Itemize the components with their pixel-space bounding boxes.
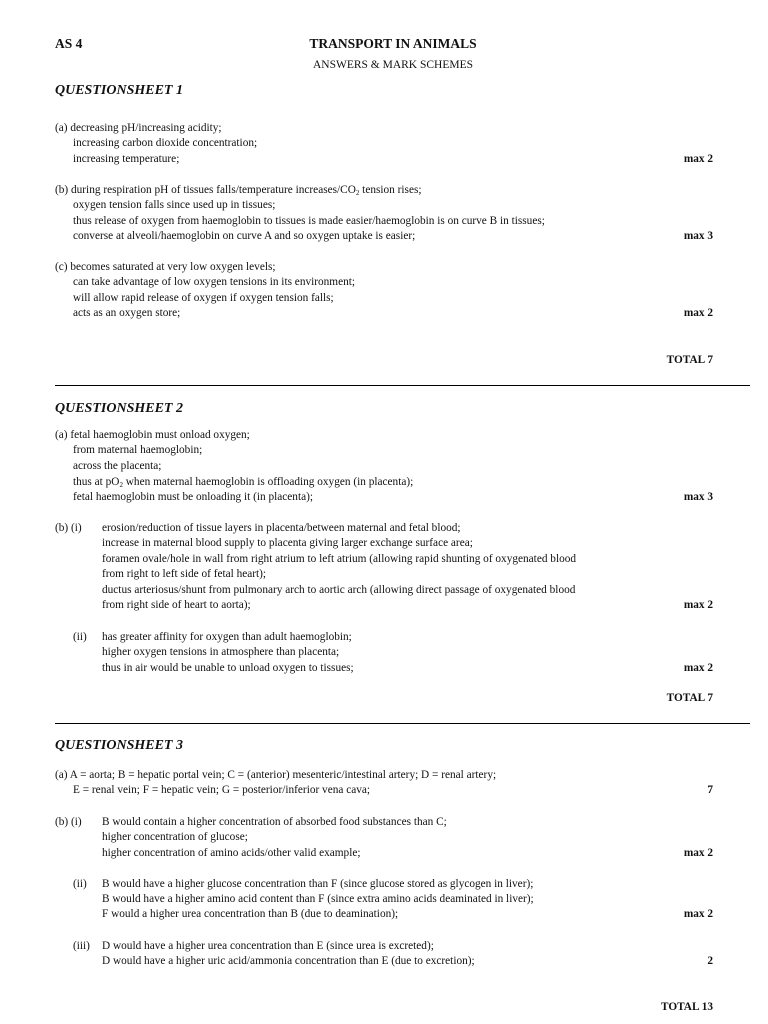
qs3-b-label: (b) (i) [55, 816, 82, 828]
questionsheet-2-title: QUESTIONSHEET 2 [55, 401, 183, 416]
qs2-b-line-1: erosion/reduction of tissue layers in placenta/between maternal and fetal blood; [102, 522, 461, 534]
qs1-b-line-2: oxygen tension falls since used up in tissues; [73, 199, 276, 211]
qs2-a-mark: max 3 [683, 491, 713, 503]
qs3-b-line-2: higher concentration of glucose; [102, 831, 248, 843]
qs2-a-line-1: (a) fetal haemoglobin must onload oxygen; [55, 429, 250, 441]
qs3-a-line-1: (a) A = aorta; B = hepatic portal vein; C = (anterior) mesenteric/intestinal artery; D = renal artery; [55, 769, 497, 781]
qs2-a-line-2: from maternal haemoglobin; [73, 444, 203, 456]
qs3-b-line-3: higher concentration of amino acids/other valid example; [102, 847, 361, 859]
section-divider [55, 385, 750, 386]
qs3-biii-mark: 2 [707, 955, 713, 967]
qs1-total: TOTAL 7 [666, 354, 713, 366]
qs2-bii-line-3: thus in air would be unable to unload oxygen to tissues; [102, 662, 354, 674]
document-code: AS 4 [55, 36, 83, 51]
qs3-bii-line-2: B would have a higher amino acid content than F (since extra amino acids deaminated in liver); [102, 893, 534, 905]
qs2-b-line-6: from right side of heart to aorta); [102, 599, 251, 611]
qs1-a-line-1: (a) decreasing pH/increasing acidity; [55, 122, 222, 134]
section-divider [55, 723, 750, 724]
qs2-a-line-4: thus at $pO_2$ when maternal haemoglobin is offloading oxygen (in placenta); [73, 476, 414, 489]
qs2-a-line-5: fetal haemoglobin must be onloading it (in placenta); [73, 491, 313, 503]
document-subtitle: ANSWERS & MARK SCHEMES [312, 59, 474, 71]
qs1-a-line-3: increasing temperature; [73, 153, 180, 165]
questionsheet-3-title: QUESTIONSHEET 3 [55, 738, 183, 753]
qs2-bii-line-1: has greater affinity for oxygen than adult haemoglobin; [102, 631, 352, 643]
questionsheet-1-title: QUESTIONSHEET 1 [55, 83, 183, 98]
qs3-b-mark: max 2 [683, 847, 713, 859]
qs3-biii-line-2: D would have a higher uric acid/ammonia concentration than E (due to excretion); [102, 955, 475, 967]
qs2-bii-mark: max 2 [683, 662, 713, 674]
qs1-a-mark: max 2 [683, 153, 713, 165]
qs1-a-line-2: increasing carbon dioxide concentration; [73, 137, 258, 149]
qs3-bii-line-3: F would a higher urea concentration than B (due to deamination); [102, 908, 399, 920]
qs3-total: TOTAL 13 [660, 1001, 713, 1013]
qs1-b-line-1: (b) during respiration pH of tissues falls/temperature increases/$CO_2$ tension rises; [55, 184, 422, 197]
qs2-bii-label: (ii) [73, 631, 87, 643]
qs3-biii-label: (iii) [73, 940, 90, 952]
qs3-b-line-1: B would contain a higher concentration of absorbed food substances than C; [102, 816, 447, 828]
qs3-bii-line-1: B would have a higher glucose concentration than F (since glucose stored as glycogen in liver); [102, 878, 534, 890]
qs3-bii-mark: max 2 [683, 908, 713, 920]
qs2-a-line-3: across the placenta; [73, 460, 162, 472]
qs2-b-line-5: ductus arteriosus/shunt from pulmonary arch to aortic arch (allowing direct passage of oxygenated blood [102, 584, 576, 596]
qs1-c-line-3: will allow rapid release of oxygen if oxygen tension falls; [73, 292, 334, 304]
qs3-a-line-2: E = renal vein; F = hepatic vein; G = posterior/inferior vena cava; [73, 784, 371, 796]
document-title: TRANSPORT IN ANIMALS [309, 36, 477, 51]
qs2-b-line-3: foramen ovale/hole in wall from right atrium to left atrium (allowing rapid shunting of oxygenated blood [102, 553, 577, 565]
qs1-c-line-4: acts as an oxygen store; [73, 307, 181, 319]
qs3-a-mark: 7 [707, 784, 713, 796]
qs2-b-mark: max 2 [683, 599, 713, 611]
qs1-c-line-1: (c) becomes saturated at very low oxygen levels; [55, 261, 276, 273]
qs2-b-line-4: from right to left side of fetal heart); [102, 568, 267, 580]
qs3-biii-line-1: D would have a higher urea concentration than E (since urea is excreted); [102, 940, 434, 952]
qs1-b-mark: max 3 [683, 230, 713, 242]
qs1-c-mark: max 2 [683, 307, 713, 319]
qs2-total: TOTAL 7 [666, 692, 713, 704]
qs3-bii-label: (ii) [73, 878, 87, 890]
qs1-b-line-4: converse at alveoli/haemoglobin on curve A and so oxygen uptake is easier; [73, 230, 416, 242]
qs1-c-line-2: can take advantage of low oxygen tensions in its environment; [73, 276, 356, 288]
qs2-bii-line-2: higher oxygen tensions in atmosphere than placenta; [102, 646, 340, 658]
qs2-b-line-2: increase in maternal blood supply to placenta giving larger exchange surface area; [102, 537, 473, 549]
qs1-b-line-3: thus release of oxygen from haemoglobin to tissues is made easier/haemoglobin is on curve B in tissues; [73, 215, 545, 227]
qs2-b-label: (b) (i) [55, 522, 82, 534]
